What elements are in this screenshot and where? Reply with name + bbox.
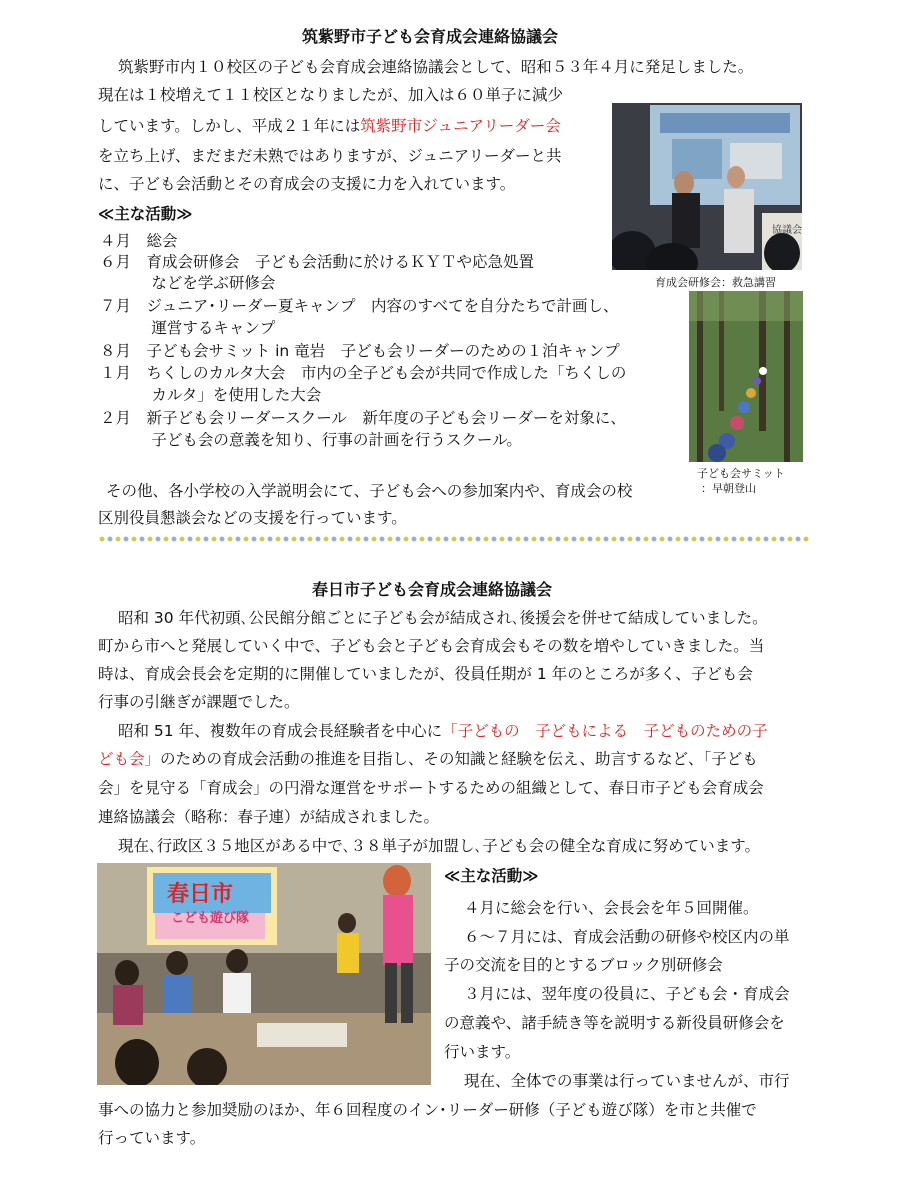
junior-leader-link-text: 筑紫野市ジュニアリーダー会 — [360, 117, 561, 135]
section1-para-line-3: を立ち上げ、まだまだ未熟ではありますが、ジュニアリーダーと共 — [98, 147, 562, 165]
section1-para-text: しています。しかし、平成２１年には — [98, 117, 361, 135]
activity-item: などを学ぶ研修会 — [100, 274, 276, 292]
section2-activity-line: 行います。 — [444, 1043, 521, 1061]
activity-item: 運営するキャンプ — [100, 319, 276, 337]
activity-item: ２月 新子ども会リーダースクール 新年度の子ども会リーダーを対象に、 — [100, 409, 626, 427]
activity-item: １月 ちくしのカルタ大会 市内の全子ども会が共同で作成した「ちくしの — [100, 364, 627, 382]
mountain-hike-illustration — [689, 291, 803, 462]
section1-title: 筑紫野市子ども会育成会連絡協議会 — [302, 27, 559, 46]
mountain-hike-photo — [689, 291, 803, 462]
activity-item: カルタ」を使用した大会 — [100, 386, 322, 404]
section2-closing-line-2: 行っています。 — [98, 1129, 206, 1147]
section2-para2-start: 昭和 51 年、複数年の育成会長経験者を中心に — [118, 722, 443, 740]
section2-closing-line-1: 事への協力と参加奨励のほか、年６回程度のイン･リーダー研修（子ども遊び隊）を市と共催で — [98, 1101, 757, 1119]
training-photo-caption: 育成会研修会：救急講習 — [655, 276, 776, 289]
section2-activity-line: ６～７月には、育成会活動の研修や校区内の単 — [464, 928, 790, 946]
section-divider — [98, 535, 810, 543]
activity-item: ６月 育成会研修会 子ども会活動に於けるＫＹＴや応急処置 — [100, 253, 535, 271]
section2-para2-line-1 — [118, 721, 768, 741]
play-group-illustration — [97, 863, 431, 1085]
section2-para1-line-1: 昭和 30 年代初頭､公民館分館ごとに子ども会が結成され､後援会を併せて結成していました。 — [118, 609, 768, 627]
section2-activity-line: 子の交流を目的とするブロック別研修会 — [444, 956, 723, 974]
section1-intro: 筑紫野市内１０校区の子ども会育成会連絡協議会として、昭和５３年４月に発足しました。 — [118, 58, 754, 76]
section1-para-line-4: に、子ども会活動とその育成会の支援に力を入れています。 — [98, 175, 516, 193]
section2-para2-rest: のための育成会活動の推進を目指し、その知識と経験を伝え、助言するなど、「子ども — [160, 750, 758, 768]
section2-para2-line-4: 連絡協議会（略称：春子連）が結成されました。 — [98, 808, 440, 826]
section2-activity-line: ４月に総会を行い、会長会を年５回開催。 — [464, 899, 759, 917]
section2-title: 春日市子ども会育成会連絡協議会 — [312, 580, 553, 599]
activity-item: ４月 総会 — [100, 232, 178, 250]
section2-activity-line: の意義や、諸手続き等を説明する新役員研修会を — [444, 1014, 785, 1032]
section2-para3: 現在､行政区３５地区がある中で､３８単子が加盟し､子ども会の健全な育成に努めています。 — [118, 837, 761, 855]
section2-activity-line: 現在、全体での事業は行っていませんが、市行 — [464, 1072, 790, 1090]
section2-activity-line: ３月には、翌年度の役員に、子ども会・育成会 — [464, 985, 790, 1003]
slogan-text-2: ども会」 — [98, 750, 161, 768]
section1-para-line-1: 現在は１校増えて１１校区となりましたが、加入は６０単子に減少 — [98, 86, 564, 104]
section2-activities-heading: ≪主な活動≫ — [444, 867, 539, 885]
training-session-photo — [612, 103, 802, 270]
section2-para1-line-2: 町から市へと発展していく中で、子ども会と子ども会育成会もその数を増やしていきました。当 — [98, 637, 765, 655]
section2-para2-line-3: 会」を見守る「育成会」の円滑な運営をサポートするための組織として、春日市子ども会育成会 — [98, 779, 764, 797]
banner-sub-text: こども遊び隊 — [171, 911, 250, 926]
activity-item: ７月 ジュニア･リーダー夏キャンプ 内容のすべてを自分たちで計画し、 — [100, 297, 619, 315]
banner-city-text: 春日市 — [167, 882, 234, 907]
section2-para1-line-3: 時は、育成会長会を定期的に開催していましたが、役員任期が 1 年のところが多く、子ども会 — [98, 665, 753, 683]
section1-para-line-2 — [98, 116, 561, 136]
training-photo-sign: 協議会 — [772, 225, 802, 236]
activity-item: ８月 子ども会サミット in 竜岩 子ども会リーダーのための１泊キャンプ — [100, 342, 620, 360]
hike-photo-caption-line-2: ：早朝登山 — [701, 482, 756, 495]
section2-para2-line-2 — [98, 749, 758, 769]
activity-item: 子ども会の意義を知り、行事の計画を行うスクール。 — [100, 431, 522, 449]
section2-para1-line-4: 行事の引継ぎが課題でした。 — [98, 693, 300, 711]
hike-photo-caption-line-1: 子ども会サミット — [697, 467, 785, 480]
play-group-photo — [97, 863, 431, 1085]
section1-closing-line-2: 区別役員懇談会などの支援を行っています。 — [98, 509, 407, 527]
slogan-text-1: 「子どもの 子どもによる 子どものための子 — [442, 722, 768, 740]
training-session-illustration — [612, 103, 802, 270]
section1-closing-line-1: その他、各小学校の入学説明会にて、子ども会への参加案内や、育成会の校 — [106, 482, 633, 500]
section1-activities-heading: ≪主な活動≫ — [98, 205, 193, 223]
